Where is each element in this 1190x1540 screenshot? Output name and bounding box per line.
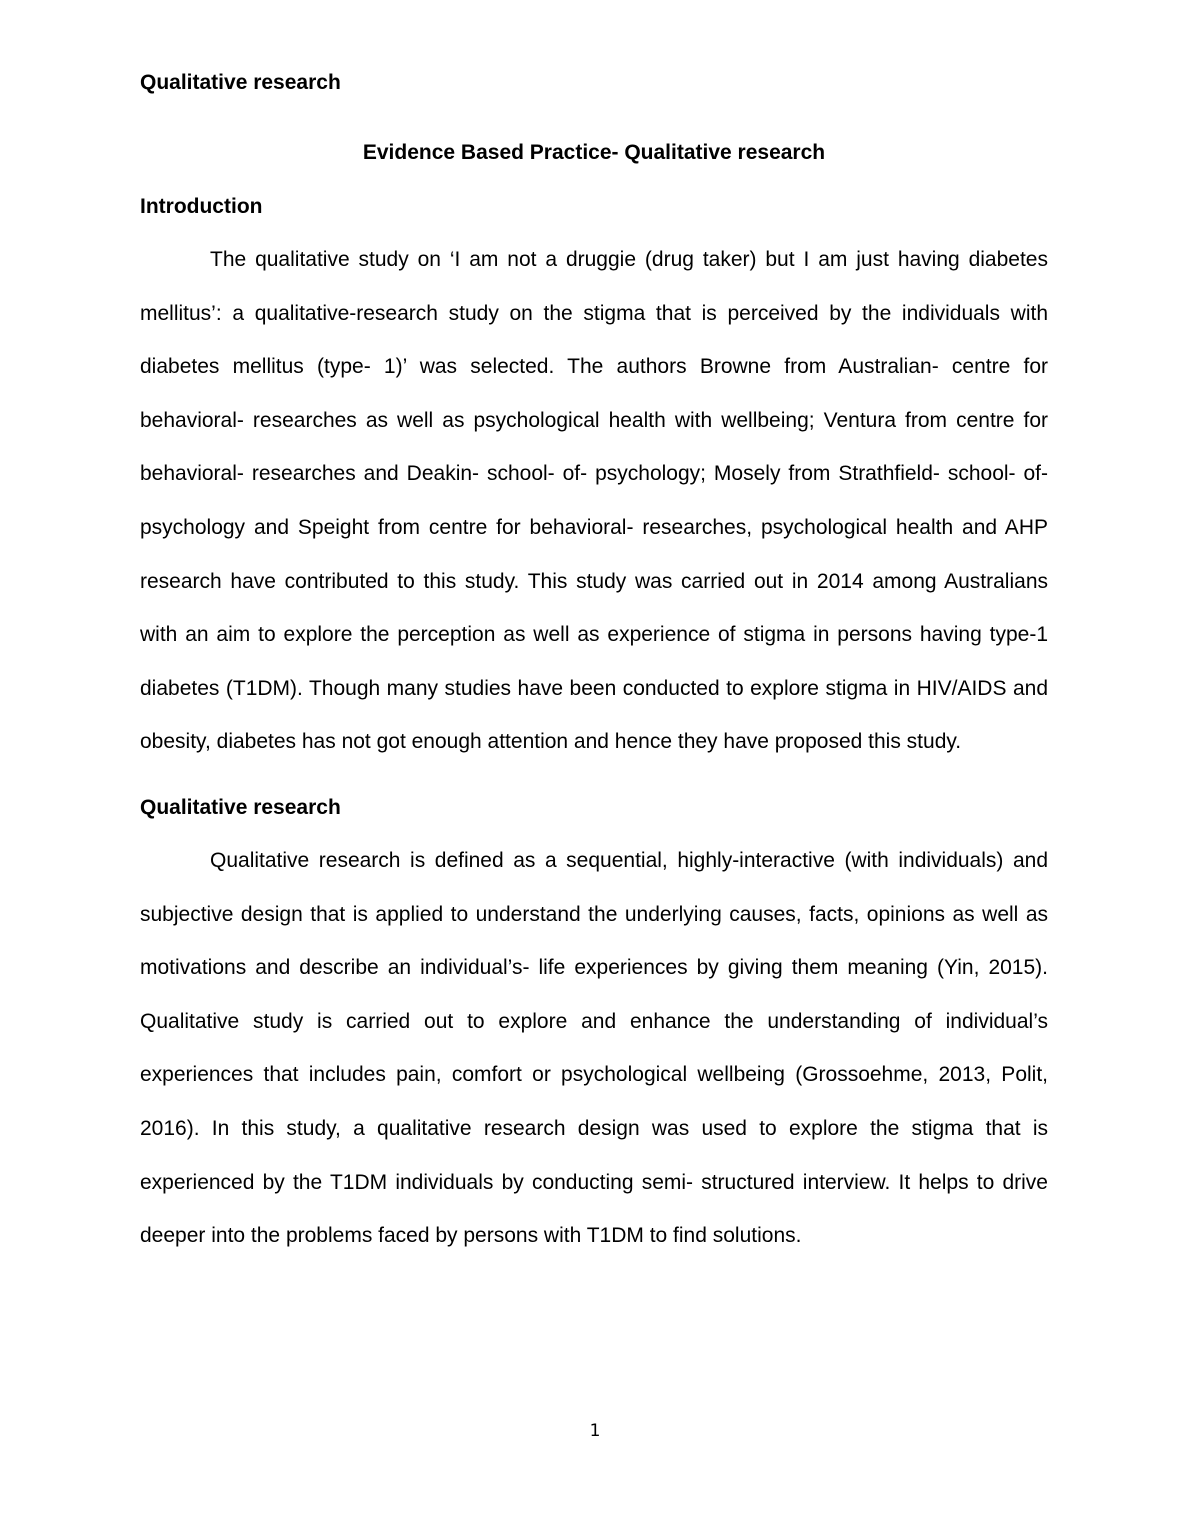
section-heading-qualitative-research: Qualitative research [140, 795, 341, 819]
running-head: Qualitative research [140, 71, 341, 94]
page-content [140, 68, 1048, 1263]
page-number: 1 [589, 1421, 601, 1441]
qualitative-research-paragraph: Qualitative research is defined as a sequential, highly-interactive (with individuals) and subjective design that is applied to understand the underlying causes, facts, opinions as well as motivations and describe an individual’s- life experiences by giving them meaning (Yin, 2015). Qualitative study is carried out to explore and enhance the understanding of individual’s experiences that includes pain, comfort or psychological wellbeing (Grossoehme, 2013, Polit, 2016). In this study, a qualitative research design was used to explore the stigma that is experienced by the T1DM individuals by conducting semi- structured interview. It helps to drive deeper into the problems faced by persons with T1DM to find solutions. [140, 848, 1048, 1248]
document-title: Evidence Based Practice- Qualitative research [362, 141, 826, 164]
introduction-paragraph: The qualitative study on ‘I am not a druggie (drug taker) but I am just having diabetes mellitus’: a qualitative-research study on the stigma that is perceived by the individuals with diabetes mellitus (type- 1)’ was selected. The authors Browne from Australian- centre for behavioral- researches as well as psychological health with wellbeing; Ventura from centre for behavioral- researches and Deakin- school- of- psychology; Mosely from Strathfield- school- of- psychology and Speight from centre for behavioral- researches, psychological health and AHP research have contributed to this study. This study was carried out in 2014 among Australians with an aim to explore the perception as well as experience of stigma in persons having type-1 diabetes (T1DM). Though many studies have been conducted to explore stigma in HIV/AIDS and obesity, diabetes has not got enough attention and hence they have proposed this study. [140, 248, 1048, 754]
section-heading-introduction: Introduction [140, 195, 263, 218]
